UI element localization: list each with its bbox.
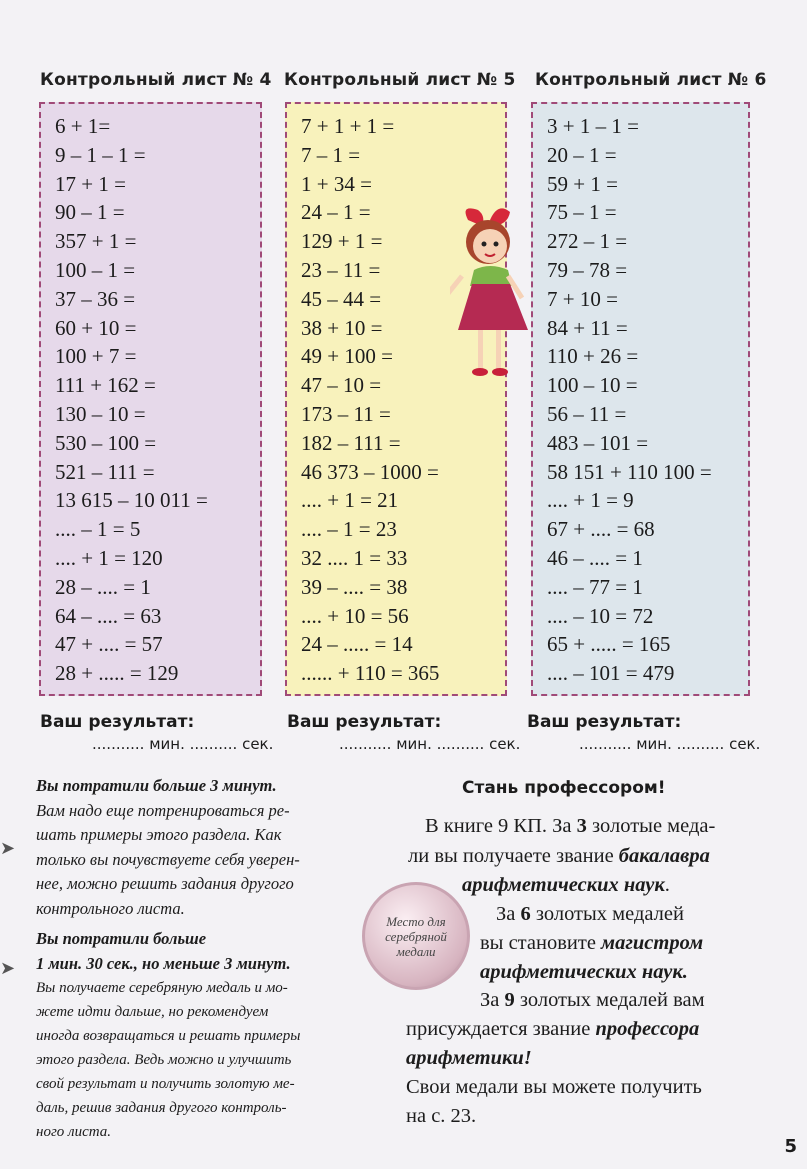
advice-line: Вы получаете серебряную медаль и мо- [36,980,288,996]
exercise-item: 17 + 1 = [55,171,126,196]
exercise-item: 20 – 1 = [547,142,617,167]
exercise-item: 530 – 100 = [55,430,157,455]
exercise-item: 182 – 111 = [301,430,401,455]
exercise-item: 272 – 1 = [547,229,628,254]
exercise-item: 7 – 1 = [301,142,361,167]
exercise-item: 130 – 10 = [55,401,146,426]
result-sheet-6 [527,712,760,753]
exercise-item: 46 373 – 1000 = [301,459,439,484]
exercise-item: 56 – 11 = [547,401,627,426]
sheet-4-panel [39,102,262,696]
arrow-icon: ➤ [0,958,16,978]
exercise-item: 173 – 11 = [301,401,391,426]
exercise-item: .... + 1 = 120 [55,545,163,570]
exercise-item: 24 – 1 = [301,200,371,225]
sheet-5-panel [285,102,507,696]
exercise-item: 46 – .... = 1 [547,545,643,570]
professor-title: Стань профессором! [462,778,666,798]
exercise-item: 9 – 1 – 1 = [55,142,146,167]
advice-line: иногда возвращаться и решать примеры [36,1028,301,1044]
exercise-item: ...... + 110 = 365 [301,661,440,686]
exercise-item: .... – 77 = 1 [547,574,643,599]
exercise-item: 3 + 1 – 1 = [547,114,639,138]
exercise-item: 100 – 10 = [547,373,638,398]
advice-line: Вы потратили больше [36,929,207,948]
sheet-5-title: Контрольный лист № 5 [284,70,516,90]
advice-line: шать примеры этого раздела. Как [36,825,282,844]
result-sheet-4 [40,712,273,753]
result-time: ........... мин. .......... сек. [339,735,521,753]
exercise-item: 1 + 34 = [301,171,372,196]
exercise-item: 84 + 11 = [547,315,628,340]
exercise-item: .... – 1 = 23 [301,517,397,542]
exercise-item: 64 – .... = 63 [55,603,162,628]
exercise-item: 45 – 44 = [301,286,382,311]
exercise-item: 75 – 1 = [547,200,617,225]
exercise-item: .... – 10 = 72 [547,603,654,628]
prof-line-7: За 9 золотых медалей вам [480,989,705,1011]
result-label: Ваш результат: [527,712,682,732]
advice-line: этого раздела. Ведь можно и улучшить [36,1052,292,1068]
exercise-item: 100 + 7 = [55,344,137,369]
advice-line: свой результат и получить золотую ме- [36,1076,295,1092]
result-label: Ваш результат: [287,712,442,732]
prof-line-8: присуждается звание профессора [406,1018,700,1040]
prof-line-1: В книге 9 КП. За 3 золотые меда- [425,815,716,837]
prof-line-6: арифметических наук. [480,961,688,983]
exercise-item: 521 – 111 = [55,459,155,484]
advice-line: 1 мин. 30 сек., но меньше 3 минут. [36,953,291,973]
prof-line-3: арифметических наук. [462,874,670,896]
exercise-item: 58 151 + 110 100 = [547,459,712,484]
exercise-item: 28 – .... = 1 [55,574,151,599]
exercise-item: 100 – 1 = [55,257,136,282]
exercise-item: .... + 10 = 56 [301,603,409,628]
exercise-item: 47 + .... = 57 [55,632,163,657]
exercise-item: 111 + 162 = [55,373,156,398]
prof-line-5: вы становите магистром [480,932,704,954]
silver-medal-placeholder [362,882,470,990]
advice-line: только вы почувствуете себя уверен- [36,849,300,869]
sheet-4-title: Контрольный лист № 4 [40,70,272,90]
exercise-item: .... – 101 = 479 [547,661,675,686]
exercise-item: 39 – .... = 38 [301,574,408,599]
result-label: Ваш результат: [40,712,195,732]
prof-line-9: арифметики! [406,1047,532,1069]
advice-line: контрольного листа. [36,898,185,918]
advice-line: Вам надо еще потренироваться ре- [36,800,290,820]
advice-text [36,774,376,1144]
exercise-item: 65 + ..... = 165 [547,632,671,657]
exercise-item: 24 – ..... = 14 [301,632,413,657]
advice-line: нее, можно решить задания другого [36,874,294,893]
medal-text: Место для серебряной медали [385,913,447,959]
prof-line-11: на с. 23. [406,1105,477,1127]
exercise-item: 79 – 78 = [547,257,628,282]
advice-line: ного листа. [36,1124,112,1140]
exercise-item: 49 + 100 = [301,344,393,369]
exercise-item: 23 – 11 = [301,257,381,282]
exercise-item: 59 + 1 = [547,171,618,196]
exercise-item: 90 – 1 = [55,200,125,225]
exercise-item: 32 .... 1 = 33 [301,545,408,570]
exercise-item: .... + 1 = 9 [547,488,634,513]
prof-line-4: За 6 золотых медалей [496,903,684,925]
exercise-item: 67 + .... = 68 [547,517,655,542]
exercise-item: 38 + 10 = [301,315,383,340]
sheet-6-panel [531,102,750,696]
exercise-item: 47 – 10 = [301,373,382,398]
exercise-item: 13 615 – 10 011 = [55,488,208,513]
exercise-item: 110 + 26 = [547,344,639,369]
result-time: ........... мин. .......... сек. [579,735,761,753]
advice-line: жете идти дальше, но рекомендуем [36,1004,269,1020]
exercise-item: 483 – 101 = [547,430,649,455]
girl-illustration [450,200,540,390]
exercise-item: 7 + 10 = [547,286,618,311]
exercise-item: 6 + 1= [55,114,111,138]
result-sheet-5 [287,712,520,753]
exercise-item: 60 + 10 = [55,315,137,340]
advice-line: даль, решив задания другого контроль- [36,1100,287,1116]
result-time: ........... мин. .......... сек. [92,735,274,753]
page-number: 5 [784,1136,797,1157]
arrow-icon: ➤ [0,838,16,858]
exercise-item: 37 – 36 = [55,286,136,311]
exercise-item: 129 + 1 = [301,229,383,254]
exercise-item: .... + 1 = 21 [301,488,399,513]
exercise-item: 357 + 1 = [55,229,137,254]
exercise-item: .... – 1 = 5 [55,517,141,542]
prof-line-2: ли вы получаете звание бакалавра [408,845,710,867]
advice-1-title: Вы потратили больше 3 минут. [36,776,277,795]
prof-line-10: Свои медали вы можете получить [406,1076,702,1098]
exercise-item: 28 + ..... = 129 [55,661,179,686]
exercise-item: 7 + 1 + 1 = [301,114,395,138]
sheet-6-title: Контрольный лист № 6 [535,70,767,90]
